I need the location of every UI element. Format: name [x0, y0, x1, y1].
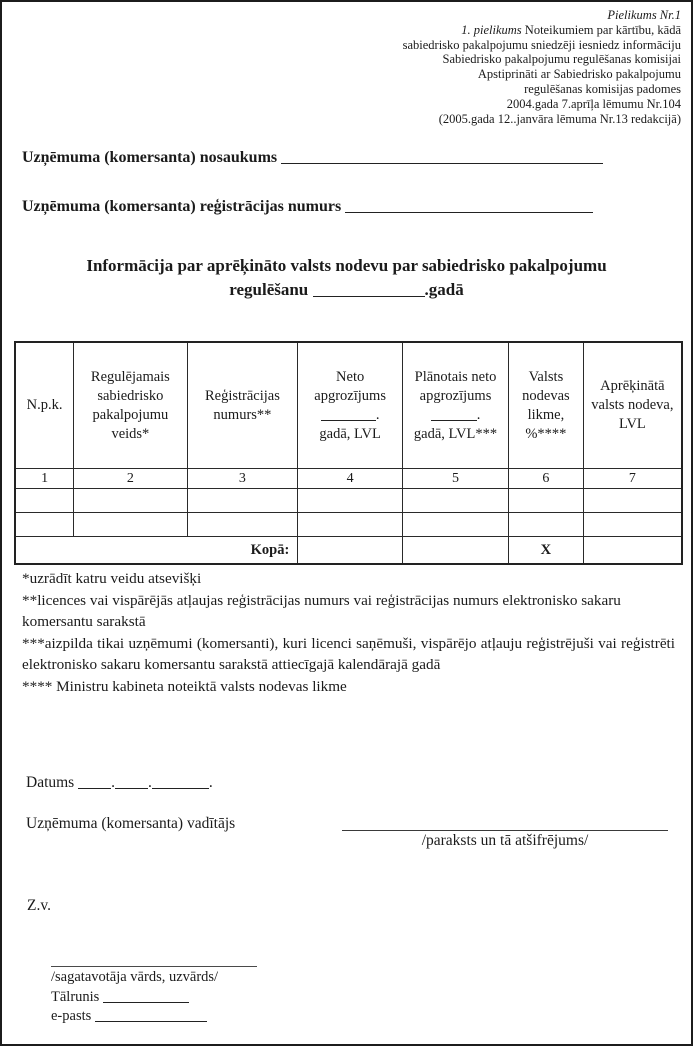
header-npk: N.p.k. — [15, 342, 74, 469]
empty-cell — [403, 489, 509, 513]
date-year-blank — [152, 774, 209, 789]
empty-cell — [187, 513, 298, 537]
footnote-1: *uzrādīt katru veidu atsevišķi — [22, 570, 202, 587]
annex-number: Pielikums Nr.1 — [607, 8, 681, 22]
company-name-blank-line — [281, 149, 603, 164]
preparer-name-line — [51, 954, 257, 967]
header-line-8: (2005.gada 12..janvāra lēmuma Nr.13 redakcijā) — [438, 111, 681, 126]
footnote-2: **licences vai vispārējās atļaujas reģistrācijas numurs vai reģistrācijas numurs elektronisko sakaru komersantu sarakstā — [22, 591, 621, 630]
header-net-turnover-top: Neto apgrozījums — [314, 368, 386, 404]
footnote-4: **** Ministru kabineta noteiktā valsts nodevas likme — [22, 677, 347, 695]
header-net-turnover-bottom: gadā, LVL — [319, 425, 381, 442]
total-duty-cell — [583, 537, 682, 565]
empty-cell — [15, 489, 74, 513]
header-duty-rate: Valsts nodevas likme, %**** — [509, 342, 584, 469]
column-number: 2 — [74, 469, 187, 489]
email-row — [51, 1007, 257, 1027]
state-duty-table — [14, 341, 683, 565]
title-line-2-prefix: regulēšanu — [229, 280, 309, 299]
header-net-turnover-blank: . — [301, 406, 399, 425]
registration-number-row — [22, 198, 593, 216]
regulation-header — [201, 8, 681, 126]
date-separator: . — [111, 774, 115, 791]
empty-cell — [15, 513, 74, 537]
empty-cell — [583, 489, 682, 513]
header-calculated-duty: Aprēķinātā valsts nodeva, LVL — [583, 342, 682, 469]
empty-cell — [509, 513, 584, 537]
registration-number-blank-line — [345, 198, 593, 213]
header-line-6: regulēšanas komisijas padomes — [524, 81, 681, 96]
column-number: 5 — [403, 469, 509, 489]
header-net-turnover — [298, 342, 403, 469]
date-label: Datums — [26, 774, 75, 791]
empty-cell — [74, 513, 187, 537]
header-service-type: Regulējamais sabiedrisko pakalpojumu veids* — [74, 342, 187, 469]
total-rate-x-cell: X — [509, 537, 584, 565]
annex-reference-line — [201, 23, 681, 38]
column-number: 7 — [583, 469, 682, 489]
phone-label: Tālrunis — [51, 988, 100, 1005]
signature-block — [342, 808, 668, 851]
date-separator: . — [208, 774, 213, 791]
empty-cell — [403, 513, 509, 537]
registration-number-label: Uzņēmuma (komersanta) reģistrācijas numurs — [22, 198, 342, 215]
header-planned-net-turnover-blank: . — [406, 406, 505, 425]
table-empty-row — [15, 489, 682, 513]
empty-cell — [509, 489, 584, 513]
preparer-block — [51, 954, 257, 1027]
column-number: 6 — [509, 469, 584, 489]
phone-row — [51, 988, 257, 1008]
total-net-turnover-cell — [298, 537, 403, 565]
empty-cell — [298, 513, 403, 537]
header-planned-net-turnover — [403, 342, 509, 469]
signature-caption: /paraksts un tā atšifrējums/ — [421, 832, 589, 849]
date-day-blank — [78, 774, 111, 789]
header-line-3: sabiedrisko pakalpojumu sniedzēji iesniedz informāciju — [402, 37, 681, 52]
manager-label: Uzņēmuma (komersanta) vadītājs — [26, 815, 236, 832]
header-line-4: Sabiedrisko pakalpojumu regulēšanas komisijai — [442, 52, 681, 67]
date-row — [26, 774, 213, 792]
total-planned-turnover-cell — [403, 537, 509, 565]
table-total-row — [15, 537, 682, 565]
date-month-blank — [115, 774, 148, 789]
phone-blank-line — [103, 988, 189, 1003]
company-name-row — [22, 149, 603, 167]
company-name-label: Uzņēmuma (komersanta) nosaukums — [22, 149, 278, 166]
table-header-row — [15, 342, 682, 469]
seal-label: Z.v. — [27, 897, 51, 914]
header-planned-net-turnover-bottom: gadā, LVL*** — [413, 425, 498, 442]
empty-cell — [298, 489, 403, 513]
header-line-5: Apstiprināti ar Sabiedrisko pakalpojumu — [477, 67, 681, 82]
signature-line — [342, 808, 668, 831]
total-label: Kopā: — [15, 537, 298, 565]
header-planned-net-turnover-top: Plānotais neto apgrozījums — [414, 368, 497, 404]
column-number: 1 — [15, 469, 74, 489]
empty-cell — [187, 489, 298, 513]
footnotes — [22, 568, 675, 697]
column-number: 3 — [187, 469, 298, 489]
date-separator: . — [147, 774, 152, 791]
annex-reference-rest: Noteikumiem par kārtību, kādā — [521, 22, 681, 37]
title-line-2 — [2, 278, 691, 302]
title-line-1: Informācija par aprēķināto valsts nodevu par sabiedrisko pakalpojumu — [86, 256, 607, 275]
title-year-blank-line — [313, 282, 425, 297]
header-line-7: 2004.gada 7.aprīļa lēmumu Nr.104 — [506, 96, 681, 111]
annex-reference-italic: 1. pielikums — [461, 22, 522, 37]
column-number-row — [15, 469, 682, 489]
empty-cell — [74, 489, 187, 513]
preparer-caption: /sagatavotāja vārds, uzvārds/ — [51, 969, 219, 985]
column-number: 4 — [298, 469, 403, 489]
document-title — [2, 254, 691, 302]
title-line-2-suffix: .gadā — [424, 280, 464, 299]
table-empty-row — [15, 513, 682, 537]
email-label: e-pasts — [51, 1008, 92, 1024]
empty-cell — [583, 513, 682, 537]
footnote-3: ***aizpilda tikai uzņēmumi (komersanti), kuri licenci saņēmuši, vispārējo atļauju reģistrējuši vai reģistrēti elektronisko sakaru komersantu sarakstā attiecīgajā kalendārajā gadā — [22, 634, 675, 673]
header-registration-number: Reģistrācijas numurs** — [187, 342, 298, 469]
email-blank-line — [95, 1007, 207, 1022]
